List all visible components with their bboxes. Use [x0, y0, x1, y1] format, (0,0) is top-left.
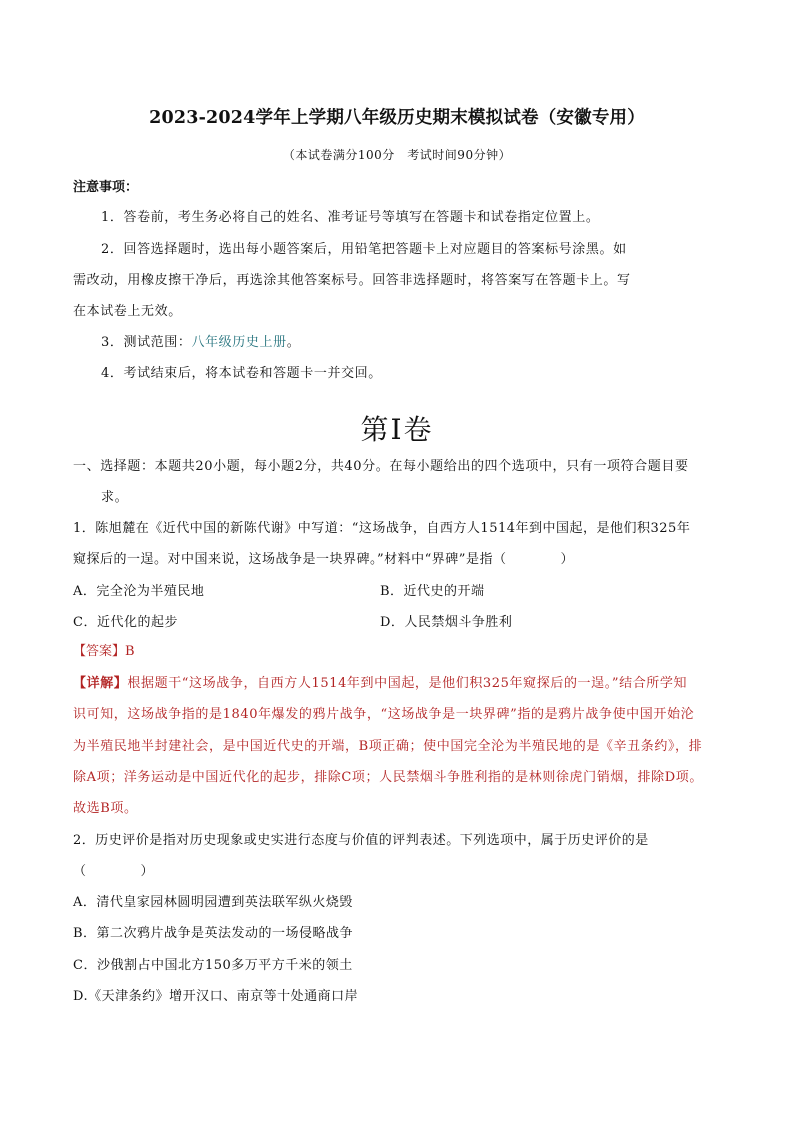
question-1-detail-line-4: 除A项；洋务运动是中国近代化的起步，排除C项；人民禁烟斗争胜利指的是林则徐虎门销烟，排除D项。 [73, 770, 703, 785]
exam-title: 2023-2024学年上学期八年级历史期末模拟试卷（安徽专用） [149, 108, 645, 128]
exam-subtitle: （本试卷满分100分 考试时间90分钟） [282, 148, 512, 162]
note-item-2-line-1: 2．回答选择题时，选出每小题答案后，用铅笔把答题卡上对应题目的答案标号涂黑。如 [101, 242, 627, 257]
note-item-4: 4．考试结束后，将本试卷和答题卡一并交回。 [101, 366, 382, 381]
question-2-option-a: A．清代皇家园林圆明园遭到英法联军纵火烧毁 [73, 895, 353, 910]
question-2-option-c: C．沙俄割占中国北方150多万平方千米的领土 [73, 958, 353, 973]
question-1-option-c: C．近代化的起步 [73, 615, 178, 630]
note-item-2-line-2: 需改动，用橡皮擦干净后，再选涂其他答案标号。回答非选择题时，将答案写在答题卡上。写 [73, 273, 631, 288]
question-1-stem-line-2: 窥探后的一逞。对中国来说，这场战争是一块界碑。”材料中“界碑”是指（ ） [73, 552, 574, 567]
question-1-option-b: B．近代史的开端 [380, 584, 485, 599]
question-2-option-d: D.《天津条约》增开汉口、南京等十处通商口岸 [73, 989, 359, 1004]
part-one-intro-line-2: 求。 [101, 490, 129, 505]
question-1-detail-line-5: 故选B项。 [73, 801, 138, 816]
section-title: 第Ⅰ卷 [360, 413, 434, 446]
detail-tag: 【详解】 [73, 676, 128, 691]
part-one-intro-line-1: 一、选择题：本题共20小题，每小题2分，共40分。在每小题给出的四个选项中，只有一项符合题目要 [73, 459, 689, 474]
note-item-3-suffix: 。 [286, 335, 301, 350]
question-2-stem-line-1: 2．历史评价是指对历史现象或史实进行态度与价值的评判表述。下列选项中，属于历史评价的是 [73, 833, 649, 848]
detail-text: 根据题干“这场战争，自西方人1514年到中国起，是他们积325年窥探后的一逞。”结合所学知 [127, 676, 688, 691]
notes-heading: 注意事项： [73, 180, 139, 195]
question-1-option-a: A．完全沦为半殖民地 [73, 584, 205, 599]
question-1-answer: 【答案】B [73, 644, 135, 659]
question-1-option-d: D．人民禁烟斗争胜利 [380, 615, 513, 630]
question-1-detail-line-1 [73, 672, 687, 691]
note-item-1: 1．答卷前，考生务必将自己的姓名、准考证号等填写在答题卡和试卷指定位置上。 [101, 210, 600, 225]
question-2-stem-line-2: （ ） [73, 864, 155, 879]
note-item-3 [101, 331, 300, 350]
test-scope: 八年级历史上册 [191, 335, 287, 350]
note-item-2-line-3: 在本试卷上无效。 [73, 304, 182, 319]
question-2-option-b: B．第二次鸦片战争是英法发动的一场侵略战争 [73, 926, 354, 941]
question-1-detail-line-2: 识可知，这场战争指的是1840年爆发的鸦片战争，“这场战争是一块界碑”指的是鸦片战争使中国开始沦 [73, 707, 695, 722]
question-1-stem-line-1: 1．陈旭麓在《近代中国的新陈代谢》中写道：“这场战争，自西方人1514年到中国起，是他们积325年 [73, 521, 691, 536]
note-item-3-prefix: 3．测试范围： [101, 335, 192, 350]
question-1-detail-line-3: 为半殖民地半封建社会，是中国近代史的开端，B项正确；使中国完全沦为半殖民地的是《辛丑条约》，排 [73, 739, 703, 754]
